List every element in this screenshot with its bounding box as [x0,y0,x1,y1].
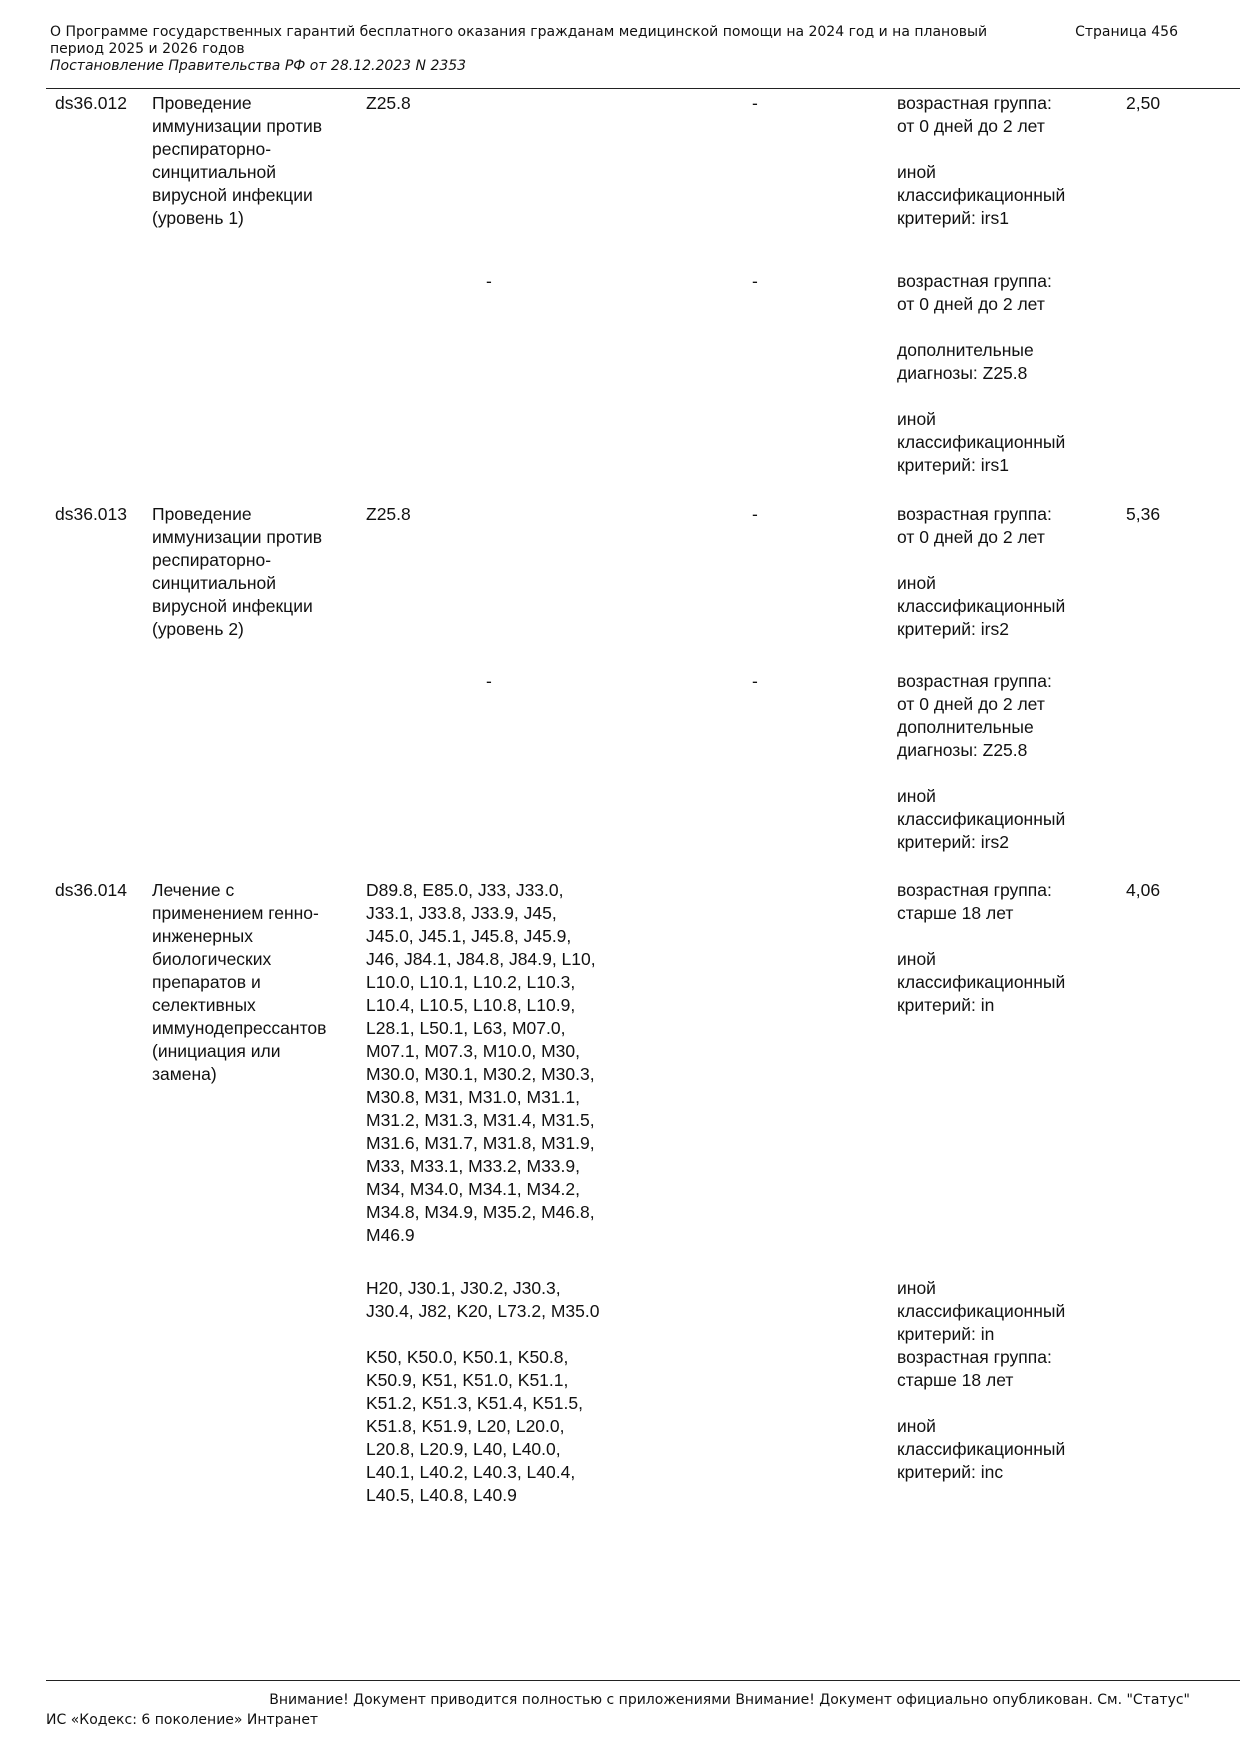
row-code-ds36-014: ds36.014 [55,880,128,900]
document-title: О Программе государственных гарантий бесплатного оказания гражданам медицинской помощи на 2024 год и на плановый период 2025 и 2026 годов [50,24,988,57]
footer-system-name: ИС «Кодекс: 6 поколение» Интранет [46,1712,319,1728]
header-divider [46,88,1240,89]
row-criteria-ds36-013-b: возрастная группа: от 0 дней до 2 лет дополнительные диагнозы: Z25.8 иной классификационный критерий: irs2 [897,671,1066,852]
document-subtitle: Постановление Правительства РФ от 28.12.2023 N 2353 [50,58,467,74]
row-diagnoses-ds36-014: D89.8, E85.0, J33, J33.0, J33.1, J33.8, J33.9, J45, J45.0, J45.1, J45.8, J45.9, J46, J84.1, J84.8, J84.9, L10, L10.0, L10.1, L10.2, L10.3, L10.4, L10.5, L10.8, L10.9, L28.1, L50.1, L63, M07.0, M07.1, M07.3, M10.0, M30, M30.0, M30.1, M30.2, M30.3, M30.8, M31, M31.0, M31.1, M31.2, M31.3, M31.4, M31.5, M31.6, M31.7, M31.8, M31.9, M33, M33.1, M33.2, M33.9, M34, M34.0, M34.1, M34.2, M34.8, M34.9, M35.2, M46.8, M46.9 [366,880,596,1245]
row-criteria-ds36-012-b: возрастная группа: от 0 дней до 2 лет дополнительные диагнозы: Z25.8 иной классификационный критерий: irs1 [897,271,1066,475]
row-diagnoses-ds36-013-b: - [486,671,492,691]
footer-divider [46,1680,1240,1681]
row-procedure-ds36-012-b: - [752,271,758,291]
row-diagnoses-ds36-014-b: H20, J30.1, J30.2, J30.3, J30.4, J82, K20, L73.2, M35.0 [366,1278,600,1321]
row-criteria-ds36-014-c: возрастная группа: старше 18 лет иной классификационный критерий: inc [897,1347,1066,1482]
row-procedure-ds36-012: - [752,93,758,113]
page-number: Страница 456 [1075,24,1178,40]
row-name-ds36-014: Лечение с применением генно- инженерных биологических препаратов и селективных иммунодепрессантов (инициация или замена) [152,880,327,1084]
row-diagnoses-ds36-012: Z25.8 [366,93,411,113]
row-procedure-ds36-013: - [752,504,758,524]
row-coefficient-ds36-012: 2,50 [1126,93,1161,113]
row-diagnoses-ds36-012-b: - [486,271,492,291]
row-code-ds36-012: ds36.012 [55,93,128,113]
row-name-ds36-012: Проведение иммунизации против респираторно- синцитиальной вирусной инфекции (уровень 1) [152,93,323,228]
row-criteria-ds36-013: возрастная группа: от 0 дней до 2 лет иной классификационный критерий: irs2 [897,504,1066,639]
row-criteria-ds36-014: возрастная группа: старше 18 лет иной классификационный критерий: in [897,880,1066,1015]
row-diagnoses-ds36-014-c: K50, K50.0, K50.1, K50.8, K50.9, K51, K51.0, K51.1, K51.2, K51.3, K51.4, K51.5, K51.8, K51.9, L20, L20.0, L20.8, L20.9, L40, L40.0, L40.1, L40.2, L40.3, L40.4, L40.5, L40.8, L40.9 [366,1347,583,1505]
row-diagnoses-ds36-013: Z25.8 [366,504,411,524]
row-procedure-ds36-013-b: - [752,671,758,691]
row-criteria-ds36-014-b: иной классификационный критерий: in [897,1278,1066,1344]
row-criteria-ds36-012: возрастная группа: от 0 дней до 2 лет иной классификационный критерий: irs1 [897,93,1066,228]
row-coefficient-ds36-013: 5,36 [1126,504,1161,524]
row-name-ds36-013: Проведение иммунизации против респираторно- синцитиальной вирусной инфекции (уровень 2) [152,504,323,639]
row-code-ds36-013: ds36.013 [55,504,128,524]
footer-notice: Внимание! Документ приводится полностью с приложениями Внимание! Документ официально опубликован. См. "Статус" [269,1692,1190,1708]
row-coefficient-ds36-014: 4,06 [1126,880,1161,900]
